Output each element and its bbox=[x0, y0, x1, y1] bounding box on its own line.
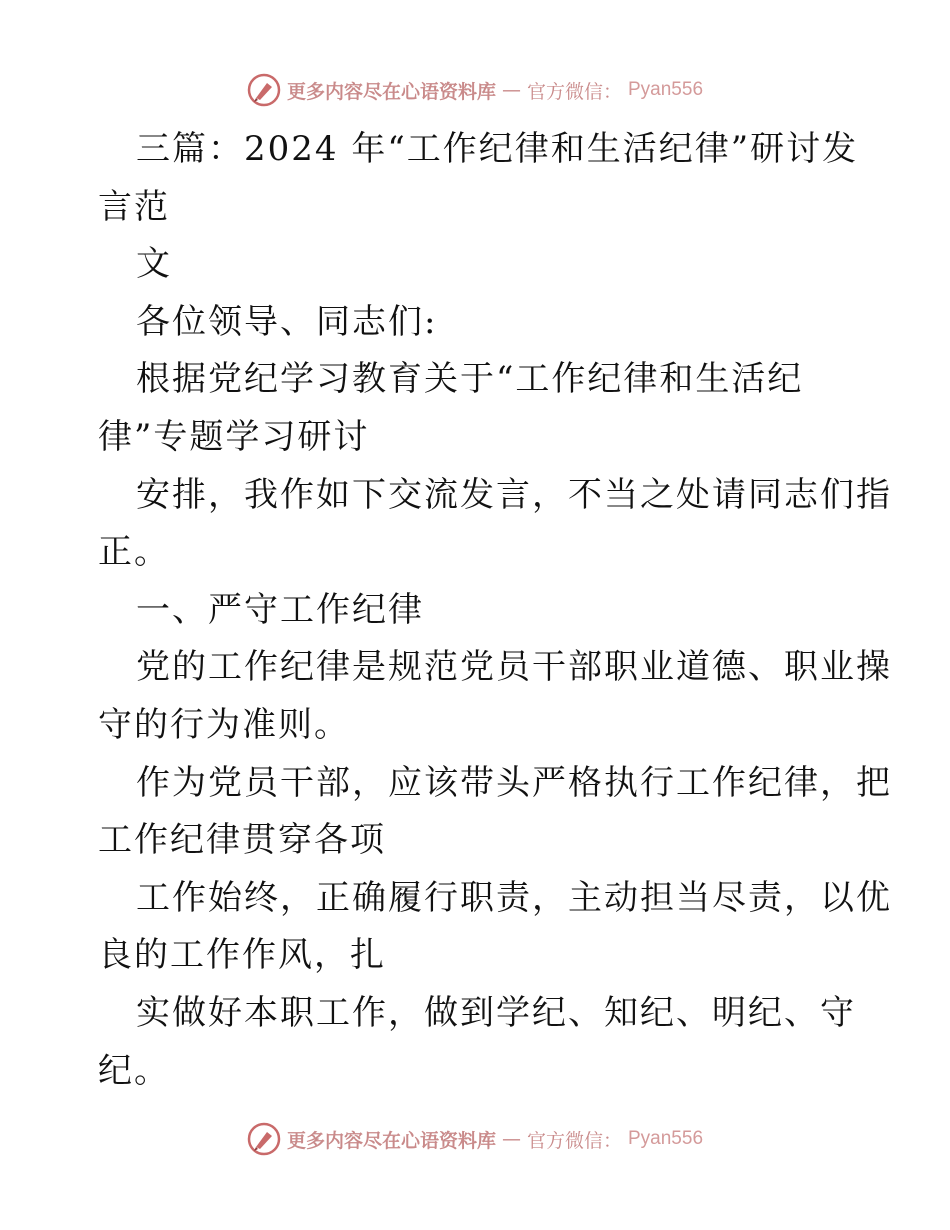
paragraph-line: 根据党纪学习教育关于“工作纪律和生活纪 bbox=[136, 359, 804, 400]
paragraph-line: 良的工作作风，扎 bbox=[98, 935, 386, 976]
document-title-line-2: 言范 bbox=[98, 186, 170, 227]
banner-dash: — bbox=[501, 79, 521, 101]
document-body bbox=[98, 121, 892, 1100]
section-heading: 一、严守工作纪律 bbox=[136, 589, 424, 630]
paragraph-line: 律”专题学习研讨 bbox=[98, 416, 370, 457]
banner-dash: — bbox=[501, 1128, 521, 1150]
paragraph-line: 工作始终，正确履行职责，主动担当尽责，以优 bbox=[136, 877, 892, 918]
pen-nib-logo-icon bbox=[247, 73, 281, 107]
document-title-line-1: 三篇：2024 年“工作纪律和生活纪律”研讨发 bbox=[136, 129, 859, 169]
paragraph-line: 正。 bbox=[98, 532, 170, 573]
pen-nib-logo-icon bbox=[247, 1122, 281, 1156]
paragraph-line: 作为党员干部，应该带头严格执行工作纪律，把 bbox=[136, 762, 892, 803]
banner-wechat-id: Pyan556 bbox=[628, 79, 704, 100]
paragraph-line: 党的工作纪律是规范党员干部职业道德、职业操 bbox=[136, 647, 892, 688]
paragraph-line: 纪。 bbox=[98, 1050, 170, 1091]
footer-watermark-banner bbox=[0, 1119, 950, 1159]
banner-wechat-label: 官方微信： bbox=[526, 1129, 622, 1152]
banner-text: 更多内容尽在心语资料库 bbox=[286, 1129, 496, 1152]
document-title-line-3: 文 bbox=[136, 244, 172, 285]
paragraph-line: 安排，我作如下交流发言，不当之处请同志们指 bbox=[136, 474, 892, 515]
paragraph-line: 实做好本职工作，做到学纪、知纪、明纪、守 bbox=[136, 992, 856, 1033]
paragraph-line: 工作纪律贯穿各项 bbox=[98, 820, 386, 861]
header-watermark-banner bbox=[0, 70, 950, 110]
banner-wechat-label: 官方微信： bbox=[526, 80, 622, 103]
banner-wechat-id: Pyan556 bbox=[628, 1128, 704, 1149]
paragraph-line: 守的行为准则。 bbox=[98, 704, 350, 745]
salutation: 各位领导、同志们: bbox=[136, 301, 438, 342]
banner-text: 更多内容尽在心语资料库 bbox=[286, 80, 496, 103]
